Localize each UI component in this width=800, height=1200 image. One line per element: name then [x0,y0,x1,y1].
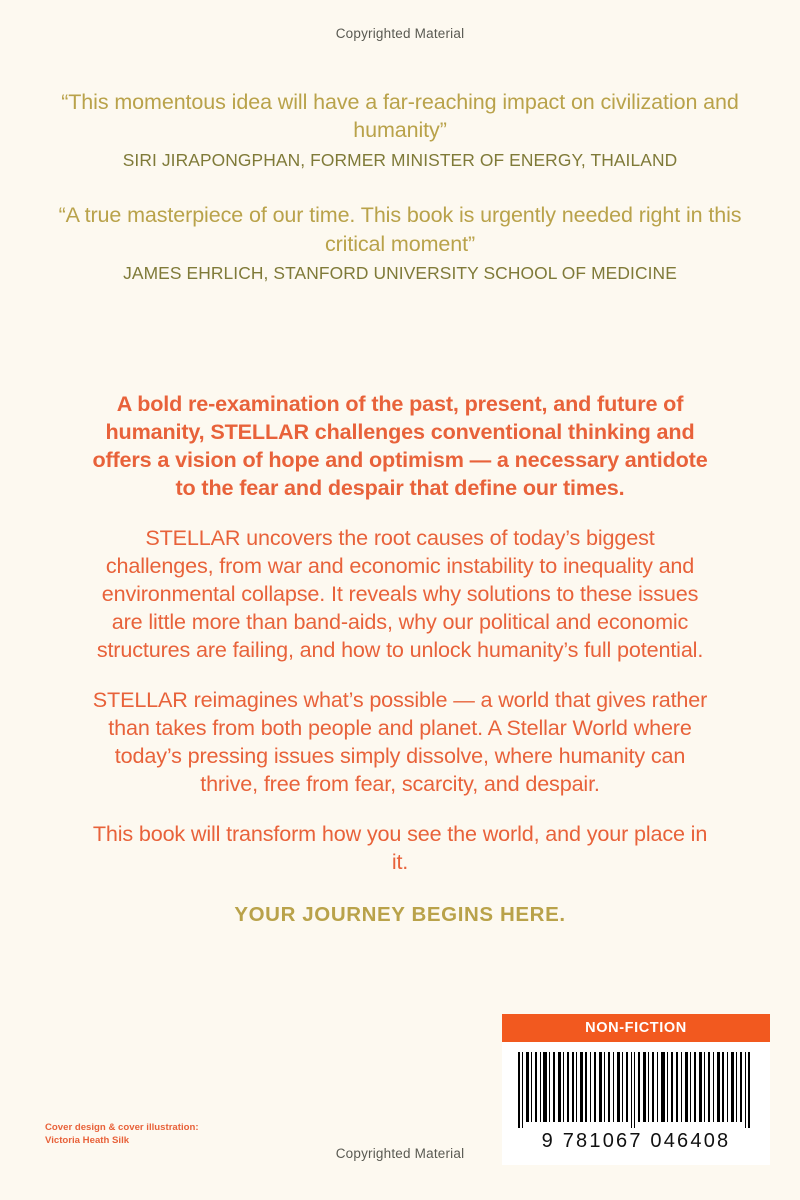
blurb-quote: “A true masterpiece of our time. This book is urgently needed right in this critical moment” [58,203,742,256]
description-paragraph: STELLAR uncovers the root causes of today’s biggest challenges, from war and economic instability to inequality and environmental collapse. It reveals why solutions to these issues are little more than band-aids, why our political and economic structures are failing, and how to unlock humanity’s full potential. [96,524,704,663]
blurb-quote: “This momentous idea will have a far-reaching impact on civilization and humanity” [61,90,739,143]
copyright-notice-top [0,24,800,43]
barcode-bars-icon [516,1052,756,1128]
blurb-attribution: JAMES EHRLICH, STANFORD UNIVERSITY SCHOOL OF MEDICINE [123,263,677,284]
book-description [92,368,708,927]
blurb-item [52,88,748,171]
copyright-notice-top-text: Copyrighted Material [326,24,475,43]
category-badge: NON-FICTION [502,1014,770,1042]
tagline: YOUR JOURNEY BEGINS HERE. [234,902,566,926]
blurb-attribution: SIRI JIRAPONGPHAN, FORMER MINISTER OF ENERGY, THAILAND [122,149,678,170]
copyright-notice-bottom-text: Copyrighted Material [326,1144,475,1163]
description-paragraph: STELLAR reimagines what’s possible — a world that gives rather than takes from both people and planet. A Stellar World where today’s pressing issues simply dissolve, where humanity can thrive, free from fear, scarcity, and despair. [92,687,708,797]
description-paragraph: A bold re-examination of the past, present, and future of humanity, STELLAR challenges conventional thinking and offers a vision of hope and optimism — a necessary antidote to the fear and despair that define our times. [92,390,708,500]
cover-credits-line-2: Victoria Heath Silk [45,1135,130,1147]
barcode-body [502,1042,770,1165]
barcode-block [502,1014,770,1165]
isbn-number: 9 781067 046408 [541,1130,731,1152]
cover-credits-line-1: Cover design & cover illustration: [45,1122,199,1134]
blurbs-section [52,88,748,285]
blurb-item [52,201,748,284]
description-paragraph: This book will transform how you see the world, and your place in it. [92,821,708,875]
